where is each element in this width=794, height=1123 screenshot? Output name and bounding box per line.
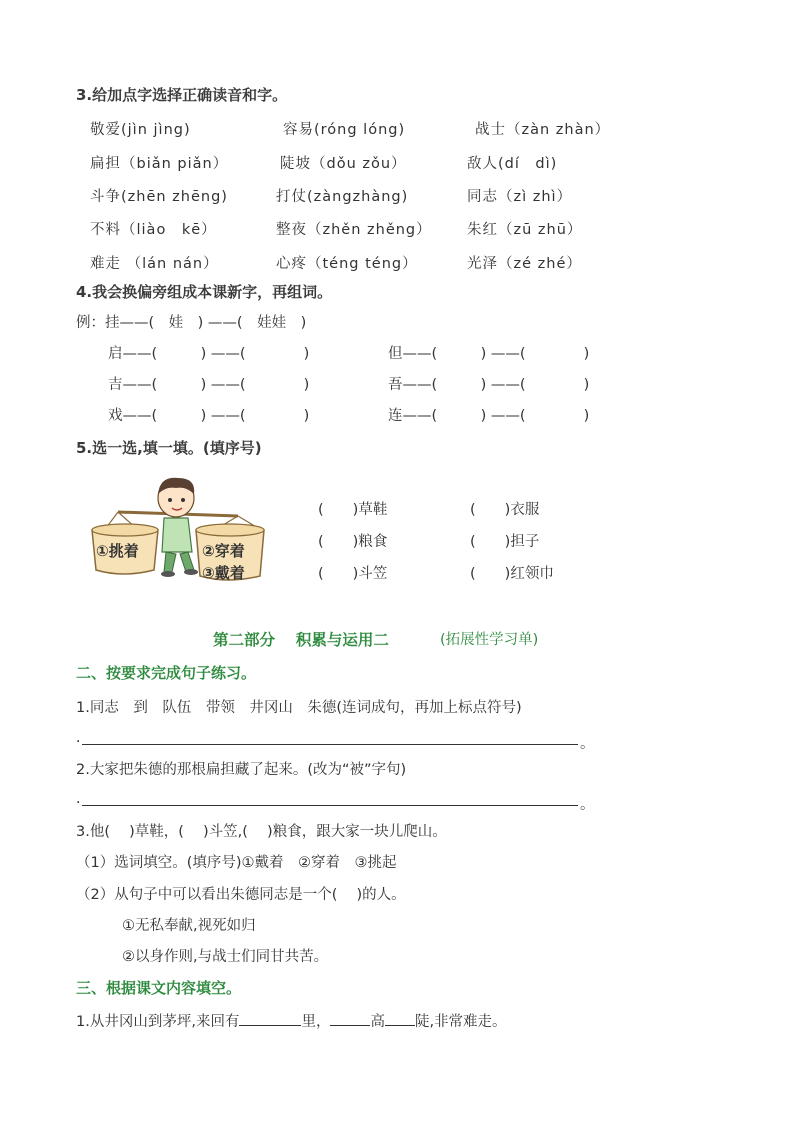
answer-line[interactable] bbox=[82, 805, 578, 806]
q3-item: 容易(róng lóng) bbox=[283, 122, 406, 138]
q3-item: 敬爱(jìn jìng) bbox=[90, 122, 191, 138]
sentence-end-mark: 。 bbox=[580, 797, 595, 813]
basket-right-label-2: ③戴着 bbox=[202, 564, 245, 582]
fill-blank[interactable] bbox=[385, 1011, 415, 1026]
answer-line-dot: . bbox=[76, 730, 81, 746]
sec3-text-d: 陡,非常难走。 bbox=[414, 1014, 507, 1030]
answer-line-dot: . bbox=[76, 791, 81, 807]
sec2-option-2: ②以身作则,与战士们同甘共苦。 bbox=[122, 949, 329, 965]
q3-item: 难走 （lán nán） bbox=[90, 256, 219, 272]
sec2-sentence-1: 1.同志 到 队伍 带领 井冈山 朱德(连词成句，再加上标点符号) bbox=[76, 700, 522, 716]
basket-right-label-1: ②穿着 bbox=[202, 542, 245, 560]
q3-item: 同志（zì zhì） bbox=[467, 189, 573, 205]
q4-row: 吉——( ) ——( ) bbox=[108, 377, 310, 393]
q5-item: ( )担子 bbox=[470, 534, 540, 550]
part2-title: 第二部分 积累与运用二 bbox=[213, 631, 389, 649]
sec3-text-a: 1.从井冈山到茅坪,来回有 bbox=[76, 1014, 240, 1030]
q3-item: 不料（liào kē） bbox=[90, 222, 217, 238]
q3-item: 战士（zàn zhàn） bbox=[475, 122, 611, 138]
sec3-sentence-1 bbox=[76, 1010, 507, 1031]
q4-title: 4.我会换偏旁组成本课新字，再组词。 bbox=[76, 283, 333, 301]
q3-item: 整夜（zhěn zhěng） bbox=[276, 222, 432, 238]
sec2-option-1: ①无私奉献,视死如归 bbox=[122, 918, 256, 934]
part2-subtitle: (拓展性学习单) bbox=[440, 632, 539, 648]
q3-item: 朱红（zū zhū） bbox=[467, 222, 583, 238]
q3-item: 光泽（zé zhé） bbox=[467, 256, 582, 272]
q4-example: 例：挂——( 娃 ) ——( 娃娃 ) bbox=[76, 315, 307, 331]
answer-line[interactable] bbox=[82, 744, 578, 745]
q4-row: 吾——( ) ——( ) bbox=[388, 377, 590, 393]
sec2-title: 二、按要求完成句子练习。 bbox=[76, 664, 257, 682]
q3-item: 斗争(zhēn zhēng) bbox=[90, 189, 228, 205]
sec3-text-b: 里， bbox=[301, 1014, 331, 1030]
q5-item: ( )粮食 bbox=[318, 534, 388, 550]
q3-item: 扁担（biǎn piǎn） bbox=[90, 156, 229, 172]
q5-item: ( )草鞋 bbox=[318, 502, 388, 518]
sec2-sentence-2: 2.大家把朱德的那根扁担藏了起来。(改为“被”字句) bbox=[76, 762, 407, 778]
sentence-end-mark: 。 bbox=[580, 736, 595, 752]
fill-blank[interactable] bbox=[239, 1011, 301, 1026]
q3-item: 打仗(zàngzhàng) bbox=[276, 189, 409, 205]
sec2-sub-1: （1）选词填空。(填序号)①戴着 ②穿着 ③挑起 bbox=[76, 855, 397, 871]
q4-row: 连——( ) ——( ) bbox=[388, 408, 590, 424]
sec2-sentence-3: 3.他( )草鞋，( )斗笠,( )粮食，跟大家一块儿爬山。 bbox=[76, 824, 447, 840]
fill-blank[interactable] bbox=[330, 1011, 370, 1026]
q4-row: 戏——( ) ——( ) bbox=[108, 408, 310, 424]
q3-item: 陡坡（dǒu zǒu） bbox=[280, 156, 407, 172]
q3-title: 3.给加点字选择正确读音和字。 bbox=[76, 86, 288, 104]
q5-item: ( )衣服 bbox=[470, 502, 540, 518]
q5-title: 5.选一选,填一填。(填序号) bbox=[76, 439, 262, 457]
basket-left-label: ①挑着 bbox=[96, 542, 139, 560]
q4-row: 启——( ) ——( ) bbox=[108, 346, 310, 362]
q5-item: ( )红领巾 bbox=[470, 566, 554, 582]
q4-row: 但——( ) ——( ) bbox=[388, 346, 590, 362]
sec3-title: 三、根据课文内容填空。 bbox=[76, 979, 242, 997]
sec3-text-c: 高 bbox=[370, 1014, 385, 1030]
q3-item: 心疼（téng téng） bbox=[276, 256, 418, 272]
q5-item: ( )斗笠 bbox=[318, 566, 388, 582]
q3-item: 敌人(dí dì) bbox=[467, 156, 558, 172]
sec2-sub-2: （2）从句子中可以看出朱德同志是一个( )的人。 bbox=[76, 887, 406, 903]
